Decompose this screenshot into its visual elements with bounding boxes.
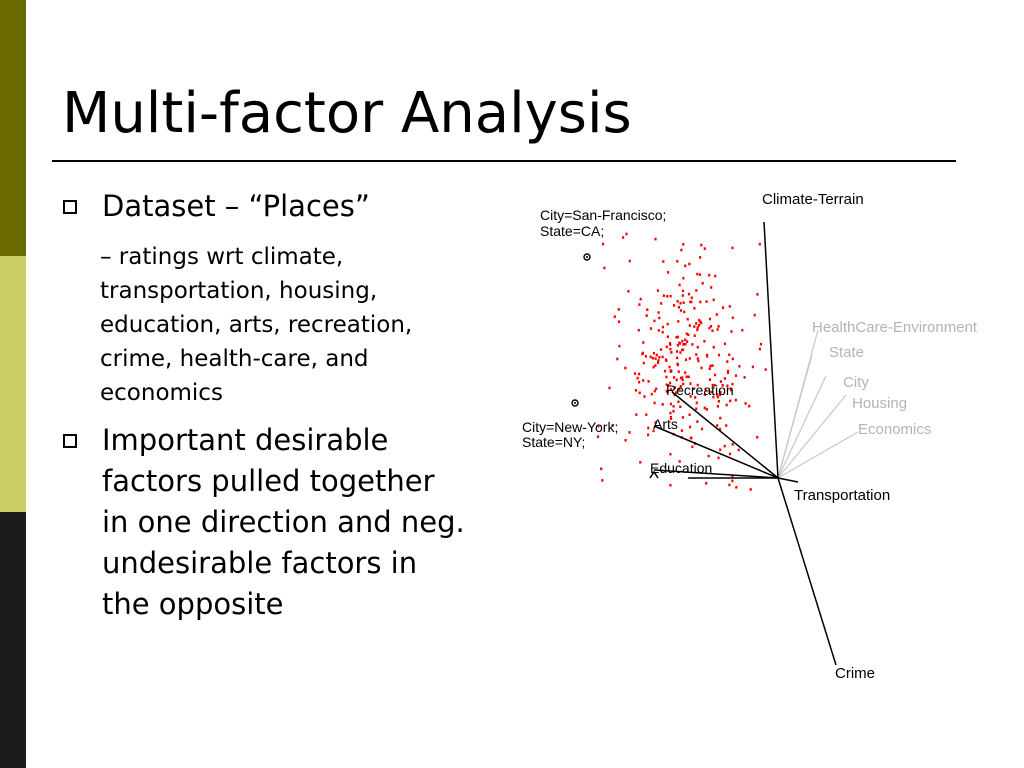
sub-item-line: education, arts, recreation, [100, 312, 413, 338]
data-point [680, 249, 682, 252]
data-point [682, 290, 684, 293]
data-point [717, 457, 719, 460]
sf-city-label: City=San-Francisco; [540, 207, 667, 223]
bullet-desirable-factors [102, 420, 522, 625]
data-point [684, 343, 686, 346]
data-point [628, 431, 630, 434]
data-point [759, 243, 761, 246]
data-point [691, 297, 693, 300]
data-point [677, 300, 679, 303]
recreation-label: Recreation [666, 382, 734, 398]
data-point [657, 362, 659, 365]
data-point [695, 289, 697, 292]
data-point [738, 365, 740, 368]
data-point [682, 277, 684, 280]
data-point [724, 377, 726, 380]
data-point [693, 307, 695, 310]
sidebar-segment-dark-olive [0, 0, 26, 256]
data-point [676, 350, 678, 353]
data-point [642, 341, 644, 344]
data-point [759, 348, 761, 351]
data-point [601, 479, 603, 482]
data-point [669, 348, 671, 351]
data-point [667, 271, 669, 274]
data-point [714, 374, 716, 377]
decorative-sidebar [0, 0, 26, 768]
data-point [643, 395, 645, 398]
data-point [656, 354, 658, 357]
data-point [682, 243, 684, 246]
data-point [700, 322, 702, 325]
data-point [691, 343, 693, 346]
sub-item-ratings [100, 240, 500, 410]
data-point [702, 282, 704, 285]
data-point [756, 293, 758, 296]
data-point [695, 353, 697, 356]
data-point [696, 273, 698, 276]
data-point [618, 320, 620, 323]
data-point [765, 368, 767, 371]
data-point [718, 325, 720, 328]
city-markers [572, 254, 590, 406]
transportation-axis-line [778, 478, 798, 482]
data-point [642, 379, 644, 382]
data-point [689, 324, 691, 327]
data-point [643, 362, 645, 365]
data-point [697, 360, 699, 363]
data-point [738, 449, 740, 452]
data-point [700, 244, 702, 247]
slide-title: Multi-factor Analysis [62, 81, 632, 146]
data-point [651, 393, 653, 396]
data-point [618, 308, 620, 311]
data-point [724, 343, 726, 346]
data-point [645, 355, 647, 358]
data-point [682, 294, 684, 297]
data-point [672, 410, 674, 413]
data-point [678, 306, 680, 309]
climate-terrain-label: Climate-Terrain [762, 191, 864, 208]
data-point [658, 317, 660, 320]
data-point [728, 484, 730, 487]
ny-city-label: City=New-York; [522, 419, 619, 435]
data-point [690, 301, 692, 304]
data-point [682, 379, 684, 382]
data-point [718, 354, 720, 357]
sub-item-line: transportation, housing, [100, 278, 378, 304]
data-point [716, 424, 718, 427]
data-point [670, 403, 672, 406]
data-point [697, 357, 699, 360]
data-point [706, 354, 708, 357]
data-point [731, 480, 733, 483]
data-point [660, 302, 662, 305]
data-point [638, 303, 640, 306]
data-point [645, 413, 647, 416]
data-point [669, 484, 671, 487]
data-point [639, 461, 641, 464]
data-point [657, 359, 659, 362]
data-point [634, 372, 636, 375]
data-point [653, 352, 655, 355]
data-point [679, 406, 681, 409]
data-point [673, 304, 675, 307]
data-point [668, 366, 670, 369]
data-point [657, 289, 659, 292]
data-point [654, 357, 656, 360]
data-point [597, 435, 599, 438]
data-point [638, 329, 640, 332]
data-point [686, 340, 688, 343]
square-bullet-icon [62, 433, 78, 449]
data-point [666, 295, 668, 298]
data-point [689, 413, 691, 416]
data-point [744, 376, 746, 379]
data-point [695, 322, 697, 325]
data-point [676, 379, 678, 382]
data-point [658, 356, 660, 359]
data-point [731, 247, 733, 250]
data-point [725, 424, 727, 427]
climate-axis-line [764, 222, 778, 478]
data-point [648, 380, 650, 383]
data-point [745, 402, 747, 405]
sidebar-segment-light-olive [0, 256, 26, 512]
arts-label: Arts [653, 416, 678, 432]
data-point [667, 336, 669, 339]
healthcare-environment-label: HealthCare-Environment [812, 319, 978, 336]
data-point [602, 243, 604, 246]
data-point [710, 325, 712, 328]
data-point [635, 413, 637, 416]
data-point [722, 306, 724, 309]
data-point [716, 313, 718, 316]
title-divider [52, 160, 956, 162]
bullet-dataset: Dataset – “Places” [102, 189, 370, 223]
data-point [662, 403, 664, 406]
bullet-line: undesirable factors in [102, 546, 418, 580]
data-point [724, 445, 726, 448]
housing-axis-line [778, 395, 846, 478]
data-point [693, 325, 695, 328]
data-point [681, 429, 683, 432]
data-point [669, 453, 671, 456]
data-point [719, 449, 721, 452]
data-point [673, 405, 675, 408]
data-point [658, 311, 660, 314]
data-point [638, 381, 640, 384]
data-point [688, 293, 690, 296]
square-bullet-icon [62, 199, 78, 215]
data-point [682, 416, 684, 419]
data-point [689, 357, 691, 360]
data-point [691, 446, 693, 449]
data-point [641, 353, 643, 356]
bullet-line: in one direction and neg. [102, 505, 465, 539]
data-point [679, 351, 681, 354]
data-point [670, 351, 672, 354]
data-point [639, 392, 641, 395]
data-point [654, 390, 656, 393]
data-point [760, 343, 762, 346]
data-point [653, 366, 655, 369]
data-point [696, 402, 698, 405]
data-point [635, 389, 637, 392]
crime-label: Crime [835, 665, 875, 682]
data-point [679, 302, 681, 305]
data-point [709, 378, 711, 381]
data-point [624, 367, 626, 370]
data-point [666, 346, 668, 349]
data-point [703, 340, 705, 343]
data-point [748, 405, 750, 408]
data-point [695, 408, 697, 411]
data-point [700, 367, 702, 370]
data-point [660, 348, 662, 351]
data-point [713, 299, 715, 302]
data-point [709, 365, 711, 368]
data-point [719, 417, 721, 420]
data-point [662, 356, 664, 359]
data-point [676, 260, 678, 263]
data-point [697, 326, 699, 329]
bullet-line: factors pulled together [102, 464, 435, 498]
data-point [729, 305, 731, 308]
crime-axis-line [778, 478, 836, 665]
data-point [683, 311, 685, 314]
data-point [665, 358, 667, 361]
sub-item-line: crime, health-care, and [100, 346, 369, 372]
data-point [679, 284, 681, 287]
data-point [640, 298, 642, 301]
data-point [706, 300, 708, 303]
data-point [677, 344, 679, 347]
data-point [726, 404, 728, 407]
data-point [732, 317, 734, 320]
data-point [709, 318, 711, 321]
data-point [658, 329, 660, 332]
data-point [678, 370, 680, 373]
data-point [667, 323, 669, 326]
data-point [673, 376, 675, 379]
data-point [708, 274, 710, 277]
data-point [704, 247, 706, 250]
data-point [678, 342, 680, 345]
data-point [708, 455, 710, 458]
sub-item-line: – ratings wrt climate, [100, 244, 344, 270]
data-point [662, 326, 664, 329]
data-point [618, 345, 620, 348]
data-point [714, 275, 716, 278]
data-point [676, 363, 678, 366]
data-point [662, 331, 664, 334]
data-point [728, 354, 730, 357]
data-point [710, 286, 712, 289]
data-point [699, 273, 701, 276]
data-point [608, 387, 610, 390]
data-point [603, 267, 605, 270]
data-point [684, 338, 686, 341]
data-point [647, 427, 649, 430]
data-point [688, 376, 690, 379]
data-point [681, 340, 683, 343]
data-point [670, 369, 672, 372]
data-point [727, 371, 729, 374]
data-point [647, 434, 649, 437]
data-point [685, 359, 687, 362]
data-point [663, 294, 665, 297]
bullet-line: the opposite [102, 587, 284, 621]
data-point [652, 357, 654, 360]
data-point [662, 260, 664, 263]
data-point [646, 308, 648, 311]
data-point [614, 315, 616, 318]
data-point [686, 333, 688, 336]
data-point [669, 412, 671, 415]
data-point [646, 314, 648, 317]
data-point [696, 420, 698, 423]
data-point [729, 453, 731, 456]
data-point [677, 320, 679, 323]
data-point [712, 364, 714, 367]
data-point [699, 256, 701, 259]
data-point [670, 295, 672, 298]
data-point [684, 371, 686, 374]
data-point [664, 370, 666, 373]
data-point [726, 360, 728, 363]
data-point [677, 401, 679, 404]
data-point [627, 290, 629, 293]
sidebar-segment-black [0, 512, 26, 768]
data-point [709, 368, 711, 371]
data-point [669, 343, 671, 346]
sf-state-label: State=CA; [540, 223, 605, 239]
data-point [706, 408, 708, 411]
data-point [732, 443, 734, 446]
data-point [711, 329, 713, 332]
data-point [713, 346, 715, 349]
data-point [622, 236, 624, 239]
data-point [600, 468, 602, 471]
data-point [752, 366, 754, 369]
data-point [625, 439, 627, 442]
data-point [717, 328, 719, 331]
state-label: State [829, 344, 865, 361]
data-point [676, 357, 678, 360]
multi-factor-biplot [510, 175, 990, 695]
data-point [653, 320, 655, 323]
data-point [741, 329, 743, 332]
data-point [696, 329, 698, 332]
data-point [701, 428, 703, 431]
data-point [686, 376, 688, 379]
data-point [688, 263, 690, 266]
data-point [654, 402, 656, 405]
ny-state-label: State=NY; [522, 434, 586, 450]
data-points [597, 233, 767, 491]
data-point [616, 358, 618, 361]
data-point [694, 334, 696, 337]
housing-label: Housing [852, 395, 908, 412]
data-point [756, 436, 758, 439]
data-point [655, 388, 657, 391]
data-point [754, 314, 756, 317]
data-point [682, 343, 684, 346]
data-point [677, 336, 679, 339]
economics-label: Economics [858, 421, 932, 438]
data-point [681, 376, 683, 379]
data-point [690, 437, 692, 440]
education-label: Education [650, 460, 713, 476]
data-point [625, 233, 627, 236]
data-point [638, 373, 640, 376]
data-point [637, 377, 639, 380]
data-point [689, 426, 691, 429]
data-point [717, 405, 719, 408]
data-point [665, 376, 667, 379]
transportation-label: Transportation [794, 487, 891, 504]
data-point [730, 330, 732, 333]
data-point [629, 260, 631, 263]
data-point [750, 488, 752, 491]
sub-item-line: economics [100, 380, 223, 406]
data-point [654, 238, 656, 241]
data-point [650, 356, 652, 359]
data-point [735, 486, 737, 489]
city-label: City [843, 374, 869, 391]
data-point [650, 327, 652, 330]
data-point [697, 346, 699, 349]
data-point [681, 349, 683, 352]
data-point [735, 374, 737, 377]
data-point [684, 265, 686, 268]
bullet-line: Important desirable [102, 423, 389, 457]
data-point [687, 318, 689, 321]
data-point [683, 301, 685, 304]
data-point [705, 482, 707, 485]
dark-axes [650, 222, 836, 665]
data-point [680, 309, 682, 312]
data-point [699, 301, 701, 304]
data-point [732, 358, 734, 361]
data-point [718, 400, 720, 403]
data-point [735, 399, 737, 402]
economics-axis-line [778, 432, 858, 478]
data-point [704, 407, 706, 410]
data-point [729, 400, 731, 403]
